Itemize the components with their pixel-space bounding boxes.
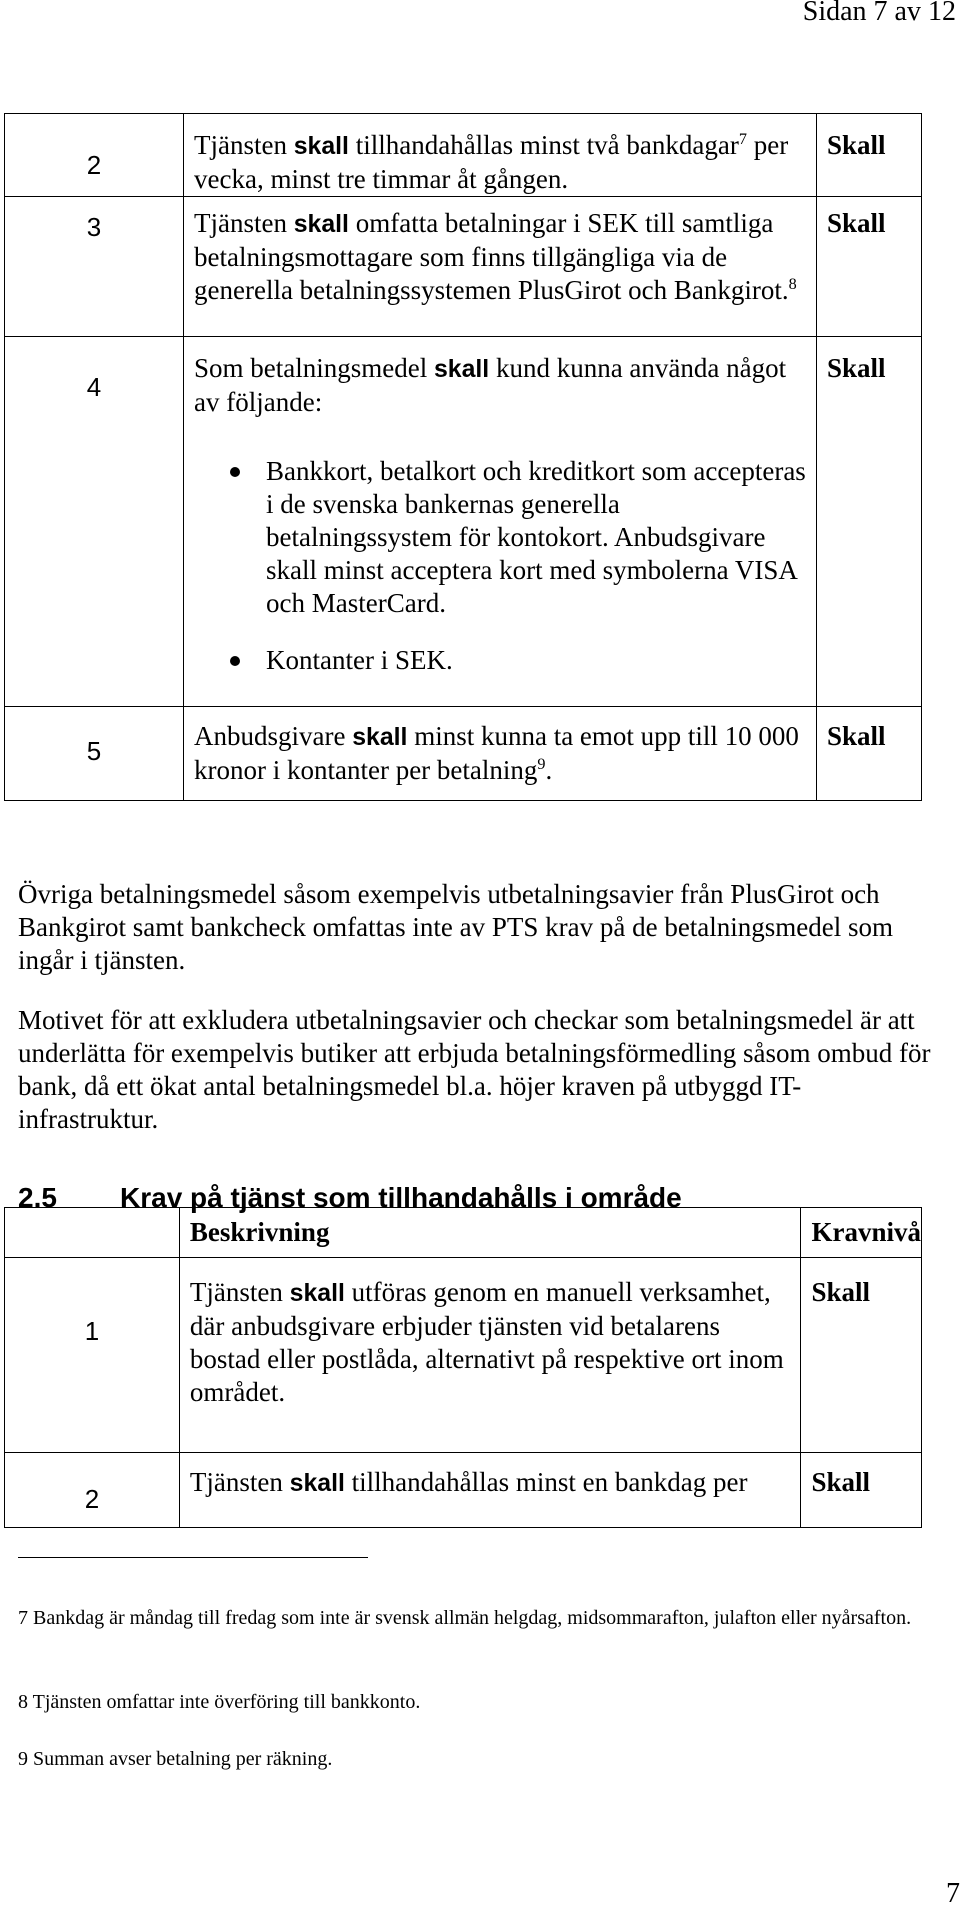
row-number: 2 xyxy=(5,114,184,197)
row-description: Tjänsten skall tillhandahållas minst två bankdagar$^7$ per vecka, minst tre timmar åt gången. xyxy=(184,114,817,197)
requirements-table xyxy=(4,113,922,801)
keyword-bold: skall xyxy=(293,211,349,238)
requirement-level: Skall xyxy=(817,337,922,707)
footnote-number: 7 xyxy=(18,1607,28,1629)
requirement-level: Skall xyxy=(817,114,922,197)
footnote-number: 9 xyxy=(18,1748,28,1770)
footnote xyxy=(18,1745,948,1773)
footnote xyxy=(18,1688,948,1716)
footnote xyxy=(18,1604,948,1632)
column-header-description: Beskrivning xyxy=(179,1208,801,1258)
row-description: Anbudsgivare skall minst kunna ta emot upp till 10 000 kronor i kontanter per betalning$^9$. xyxy=(184,707,817,801)
header-cell-empty xyxy=(5,1208,180,1258)
requirements-table-area xyxy=(4,1207,922,1528)
footnote-ref: 9 xyxy=(537,755,546,773)
body-paragraph: Motivet för att exkludera utbetalningsavier och checkar som betalningsmedel är att underlätta för exempelvis butiker att erbjuda betalningsförmedling såsom ombud för bank, då ett ökat antal betalningsmedel bl.a. höjer kraven på utbyggd IT-infrastruktur. xyxy=(18,1005,931,1134)
row-description: Som betalningsmedel skall kund kunna använda något av följande: Bankkort, betalkort och kreditkort som accepteras i de svenska bankernas generella betalningssystem för kontokort. Anbudsgivare skall minst acceptera kort med symbolerna VISA och MasterCard. Kontanter i SEK. xyxy=(184,337,817,707)
row-number: 1 xyxy=(5,1258,180,1453)
table-row xyxy=(5,1453,922,1528)
keyword-bold: skall xyxy=(289,1280,345,1307)
footnote-ref: 7 xyxy=(738,130,747,148)
footnote-ref: 8 xyxy=(788,275,797,293)
requirement-level: Skall xyxy=(817,707,922,801)
table-row xyxy=(5,337,922,707)
table-row xyxy=(5,197,922,337)
table-row xyxy=(5,1258,922,1453)
requirement-level: Skall xyxy=(817,197,922,337)
row-number: 4 xyxy=(5,337,184,707)
footnote-text: Summan avser betalning per räkning. xyxy=(33,1748,333,1770)
table-row xyxy=(5,114,922,197)
requirement-level: Skall xyxy=(801,1258,922,1453)
footnote-divider xyxy=(18,1557,368,1558)
row-description: Tjänsten skall omfatta betalningar i SEK till samtliga betalningsmottagare som finns tillgängliga via de generella betalningssystemen PlusGirot och Bankgirot.$^8$ xyxy=(184,197,817,337)
page-number: 7 xyxy=(946,1878,960,1909)
list-item: Bankkort, betalkort och kreditkort som accepteras i de svenska bankernas generella betalningssystem för kontokort. Anbudsgivare skall minst acceptera kort med symbolerna VISA och MasterCard. xyxy=(194,455,810,620)
keyword-bold: skall xyxy=(289,1470,345,1497)
column-header-level: Kravnivå xyxy=(801,1208,922,1258)
bullet-icon xyxy=(230,467,240,477)
bullet-icon xyxy=(230,656,240,666)
footnote-text: Tjänsten omfattar inte överföring till bankkonto. xyxy=(32,1691,421,1713)
row-description: Tjänsten skall utföras genom en manuell verksamhet, där anbudsgivare erbjuder tjänsten vid betalarens bostad eller postlåda, alternativt på respektive ort inom området. xyxy=(179,1258,801,1453)
list-item: Kontanter i SEK. xyxy=(194,644,810,677)
keyword-bold: skall xyxy=(352,724,408,751)
table-header-row xyxy=(5,1208,922,1258)
keyword-bold: skall xyxy=(433,356,490,383)
requirement-level: Skall xyxy=(801,1453,922,1528)
page-header-label: Sidan 7 av 12 xyxy=(802,0,956,27)
keyword-bold: skall xyxy=(293,133,349,160)
row-description: Tjänsten skall tillhandahållas minst en bankdag per xyxy=(179,1453,801,1528)
section-title: Krav på tjänst som tillhandahålls i område xyxy=(120,1182,682,1213)
row-number: 3 xyxy=(5,197,184,337)
bullet-list xyxy=(194,455,810,677)
row-number: 2 xyxy=(5,1453,180,1528)
section-number: 2.5 xyxy=(18,1182,57,1213)
footnote-text: Bankdag är måndag till fredag som inte är svensk allmän helgdag, midsommarafton, julafton eller nyårsafton. xyxy=(33,1607,912,1629)
footnote-number: 8 xyxy=(18,1691,28,1713)
body-paragraph: Övriga betalningsmedel såsom exempelvis utbetalningsavier från PlusGirot och Bankgirot samt bankcheck omfattas inte av PTS krav på de betalningsmedel som ingår i tjänsten. xyxy=(18,879,894,975)
table-row xyxy=(5,707,922,801)
row-number: 5 xyxy=(5,707,184,801)
